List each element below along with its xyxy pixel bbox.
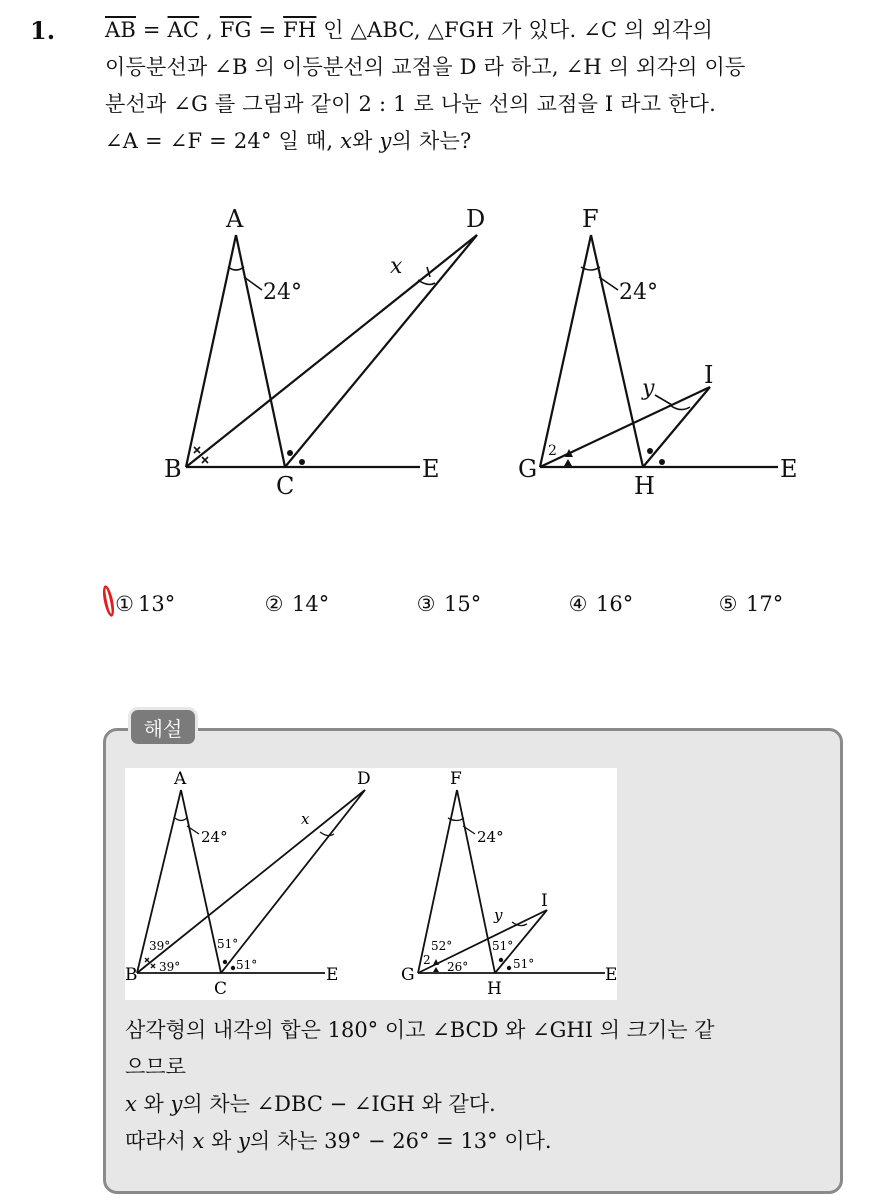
label-c: C [276, 472, 295, 500]
segment-fg: $\overline{FG}$ [219, 18, 252, 42]
question-number: 1. [30, 16, 56, 45]
sol-angle-h1: 51° [492, 939, 514, 953]
question-line-2: 이등분선과 ∠B 의 이등분선의 교점을 D 라 하고, ∠H 의 외각의 이등 [105, 55, 746, 79]
segment-ab: $\overline{AB}$ [105, 18, 136, 42]
sol-var-x: x [301, 810, 310, 828]
segment-fg-line [540, 235, 591, 467]
sol-label-h: H [487, 979, 502, 999]
segment-ac-line [236, 235, 285, 467]
choice-1[interactable] [106, 590, 175, 618]
angle-a-value: 24° [263, 280, 302, 305]
solution-line-2: 으므로 [125, 1055, 186, 1079]
sol-angle-f: 24° [477, 828, 504, 846]
label-h: H [634, 472, 655, 500]
label-e2: E [780, 455, 798, 483]
choice-1-mark: ① [106, 590, 134, 618]
ratio-mark: 2 [548, 443, 557, 459]
sol-label-b: B [125, 965, 138, 985]
choice-2-value: 14° [292, 592, 330, 616]
sol-angle-b2: 39° [159, 960, 181, 974]
question-line-4: ∠A = ∠F = 24° 일 때, x와 y의 차는? [105, 129, 472, 153]
solution-line-1: 삼각형의 내각의 합은 180° 이고 ∠BCD 와 ∠GHI 의 크기는 같 [125, 1018, 715, 1042]
label-d: D [466, 205, 486, 233]
choice-4[interactable]: ④ 16° [568, 592, 634, 616]
choice-3[interactable]: ③ 15° [416, 592, 482, 616]
variable-y: y [642, 376, 655, 401]
choice-1-value: 13° [138, 592, 176, 616]
sol-angle-c1: 51° [217, 937, 239, 951]
choice-5-value: 17° [746, 592, 784, 616]
question-line-3: 분선과 ∠G 를 그림과 같이 2 : 1 로 나눈 선의 교점을 I 라고 한다. [105, 92, 716, 116]
line-bd [186, 235, 477, 467]
sol-angle-c2: 51° [236, 958, 258, 972]
sol-angle-g2: 26° [447, 960, 469, 974]
line-gi [540, 387, 710, 467]
label-e: E [422, 455, 440, 483]
sol-label-e: E [326, 965, 339, 985]
sol-label-c: C [214, 979, 228, 999]
answer-choices [102, 590, 822, 630]
segment-fh: $\overline{FH}$ [283, 18, 317, 42]
label-g: G [518, 455, 538, 483]
sol-label-i: I [541, 891, 548, 911]
sol-ratio-g: 2 [423, 953, 431, 967]
question-figure [150, 195, 830, 505]
sol-angle-a: 24° [201, 828, 228, 846]
choice-4-value: 16° [596, 592, 634, 616]
segment-ac: $\overline{AC}$ [167, 18, 200, 42]
sol-label-e2: E [605, 965, 617, 985]
selected-answer-circle [101, 584, 117, 617]
sol-label-a: A [174, 769, 187, 789]
solution-line-3: x 와 y의 차는 ∠DBC − ∠IGH 와 같다. [125, 1092, 496, 1116]
line-cd [285, 235, 477, 467]
choice-2[interactable]: ② 14° [264, 592, 330, 616]
label-f: F [582, 205, 599, 233]
segment-fh-line [591, 235, 643, 467]
sol-angle-b1: 39° [149, 939, 171, 953]
sol-var-y: y [494, 906, 503, 924]
label-a: A [226, 205, 244, 233]
sol-label-g: G [401, 965, 415, 985]
variable-x: x [390, 254, 403, 279]
solution-figure [125, 768, 617, 1000]
question-line-1: $\overline{AB} = \overline{AC}$ , $\overline{FG} = \overline{FH}$ 인 △ABC, △FGH 가 있다. ∠C 의 외각의 [105, 18, 713, 42]
sol-label-f: F [450, 769, 462, 789]
angle-f-value: 24° [619, 280, 658, 305]
choice-3-value: 15° [444, 592, 482, 616]
solution-line-4: 따라서 x 와 y의 차는 39° − 26° = 13° 이다. [125, 1129, 552, 1153]
label-b: B [164, 455, 182, 483]
sol-label-d: D [357, 769, 371, 789]
solution-tab: 해설 [128, 707, 198, 747]
sol-angle-g1: 52° [431, 939, 453, 953]
question-text [105, 12, 865, 160]
label-i: I [704, 361, 714, 389]
choice-5[interactable]: ⑤ 17° [718, 592, 784, 616]
sol-angle-h2: 51° [513, 957, 535, 971]
solution-text [125, 1012, 835, 1160]
